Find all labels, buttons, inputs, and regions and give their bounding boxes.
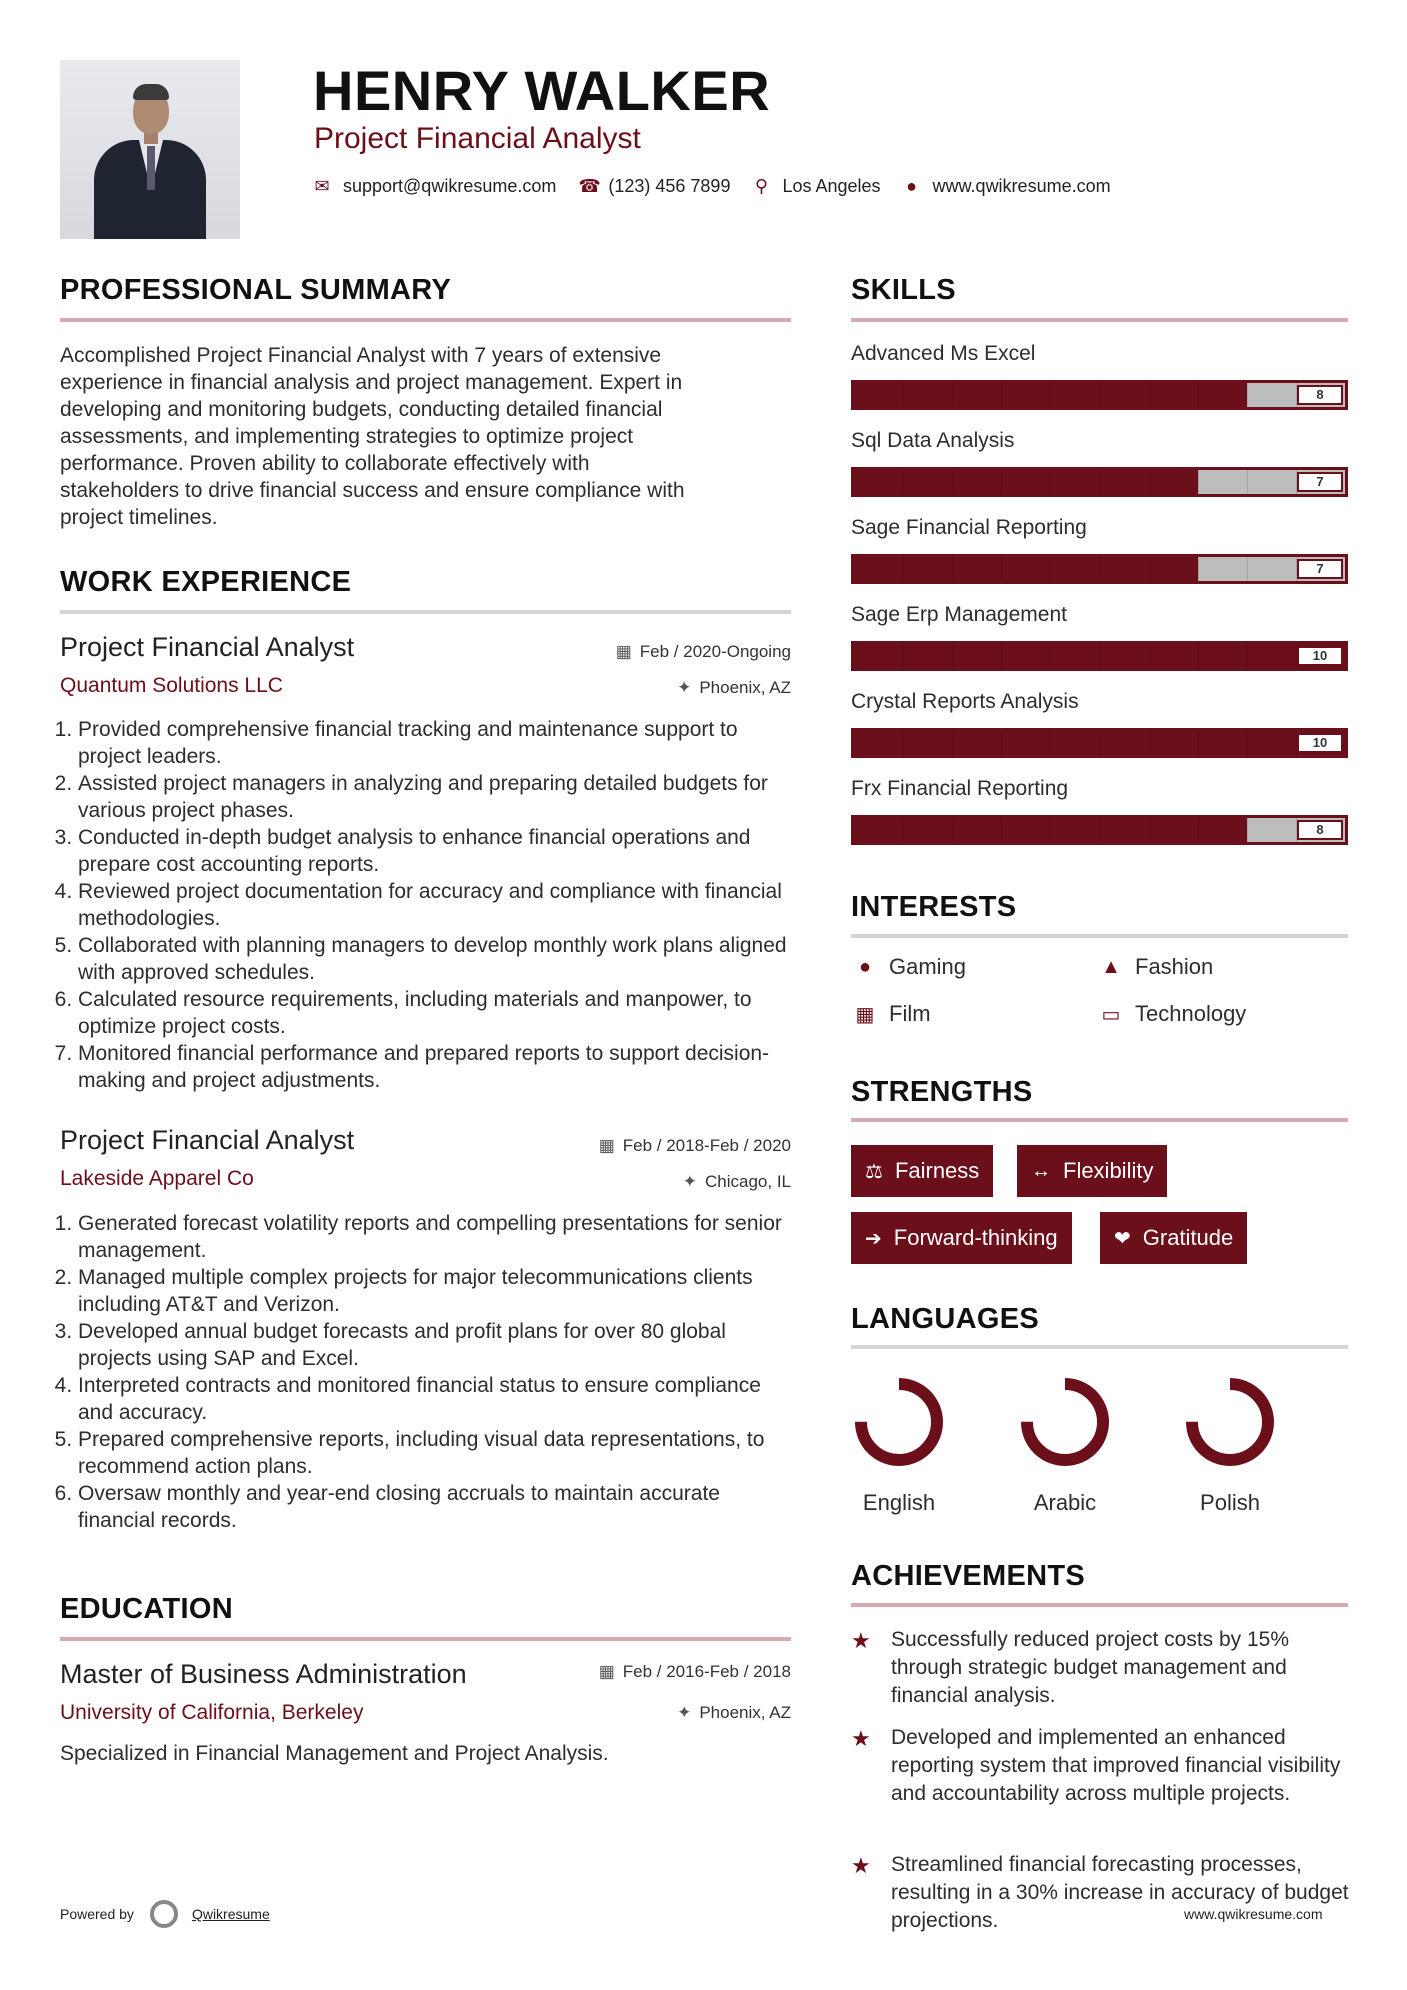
education-heading: EDUCATION: [60, 1593, 233, 1625]
job-company: Quantum Solutions LLC: [60, 674, 283, 697]
degree-title: Master of Business Administration: [60, 1659, 467, 1689]
star-icon: ★: [851, 1853, 871, 1878]
skill-bar-segment: [1001, 557, 1002, 581]
skill-bar-segment: [1050, 557, 1051, 581]
achievement-item: [851, 1724, 1351, 1808]
skill-bar-segment: [1100, 731, 1101, 755]
skill-level: 7: [1297, 559, 1343, 579]
envelope-icon: ✉: [314, 176, 330, 196]
skill-level: 7: [1297, 472, 1343, 492]
skill-bar-segment: [952, 644, 953, 668]
calendar-icon: ▦: [598, 1136, 615, 1155]
skill-bar: [851, 815, 1348, 845]
calendar-icon: ▦: [598, 1662, 615, 1681]
interests-rule: [851, 934, 1348, 938]
skill-bar-segment: [1247, 644, 1248, 668]
school-name: University of California, Berkeley: [60, 1701, 364, 1724]
candidate-name: HENRY WALKER: [313, 59, 771, 122]
skill-level: 10: [1297, 646, 1343, 666]
languages-rule: [851, 1345, 1348, 1349]
job-location: [677, 678, 791, 698]
skill-bar-segment: [903, 644, 904, 668]
arrow-right-icon: ➔: [865, 1227, 882, 1250]
pin-icon: ✦: [682, 1172, 697, 1191]
skill-bar-segment: [1050, 383, 1051, 407]
education-rule: [60, 1637, 791, 1641]
summary-line: project timelines.: [60, 506, 218, 529]
skill-bar-segment: [1001, 383, 1002, 407]
location-text: Los Angeles: [782, 176, 881, 196]
skill-bar-segment: [1001, 470, 1002, 494]
strength-flexibility: [1017, 1145, 1167, 1197]
strengths-heading: STRENGTHS: [851, 1076, 1033, 1108]
languages-heading: LANGUAGES: [851, 1303, 1039, 1335]
achievement-item: [851, 1851, 1351, 1935]
interest-film: [851, 1001, 931, 1027]
skill-bar-fill: [854, 557, 1198, 581]
skill-bar-segment: [1100, 383, 1101, 407]
calendar-icon: ▦: [615, 642, 632, 661]
strength-fairness: [851, 1145, 993, 1197]
summary-line: assessments, and implementing strategies to optimize project: [60, 425, 634, 448]
skill-bar-segment: [903, 731, 904, 755]
skill-bar-segment: [1050, 470, 1051, 494]
language-level-ring: [849, 1372, 949, 1472]
skill-bar-segment: [952, 557, 953, 581]
skill-bar-segment: [1198, 731, 1199, 755]
candidate-role: Project Financial Analyst: [314, 122, 641, 155]
pin-icon: ✦: [677, 1703, 692, 1722]
interest-fashion: [1097, 954, 1213, 980]
footer-site[interactable]: www.qwikresume.com: [1184, 1906, 1323, 1922]
skill-label: Frx Financial Reporting: [851, 777, 1069, 800]
strength-label: Forward-thinking: [893, 1225, 1058, 1250]
list-item: 2. Assisted project managers in analyzing and preparing detailed budgets for various project phases.: [78, 770, 800, 824]
achievement-text: Streamlined financial forecasting processes, resulting in a 30% increase in accuracy of budget projections.: [891, 1853, 1349, 1932]
skill-bar-segment: [1247, 818, 1248, 842]
job-location: [683, 1172, 791, 1192]
contact-bar: [313, 176, 1133, 197]
skill-bar-segment: [952, 818, 953, 842]
job-dates: [599, 1136, 791, 1156]
arrows-horizontal-icon: ↔: [1031, 1159, 1051, 1182]
interests-heading: INTERESTS: [851, 891, 1017, 923]
skill-bar-segment: [1001, 818, 1002, 842]
skill-bar-segment: [1149, 644, 1150, 668]
skill-bar-segment: [1001, 644, 1002, 668]
achievement-text: Successfully reduced project costs by 15% through strategic budget management and financial analysis.: [891, 1628, 1290, 1707]
list-item: 5. Prepared comprehensive reports, including visual data representations, to recommend action plans.: [78, 1426, 800, 1480]
skill-bar-segment: [1149, 818, 1150, 842]
skill-bar: [851, 728, 1348, 758]
skill-bar: [851, 380, 1348, 410]
strength-label: Gratitude: [1142, 1225, 1234, 1250]
language-label: English: [862, 1490, 936, 1515]
balance-scale-icon: ⚖: [865, 1160, 883, 1183]
language-item: [1170, 1372, 1290, 1516]
skill-bar-segment: [952, 470, 953, 494]
laptop-icon: ▭: [1101, 1003, 1121, 1026]
job-dates: [616, 642, 791, 662]
education-location-text: Phoenix, AZ: [699, 1703, 791, 1722]
skill-bar-segment: [1100, 644, 1101, 668]
summary-heading: PROFESSIONAL SUMMARY: [60, 274, 452, 306]
job-location-text: Phoenix, AZ: [699, 678, 791, 697]
summary-line: stakeholders to drive financial success and ensure compliance with: [60, 479, 685, 502]
job-title: Project Financial Analyst: [60, 632, 355, 662]
skill-bar-segment: [903, 383, 904, 407]
map-pin-icon: ⚲: [754, 176, 769, 196]
star-icon: ★: [851, 1726, 871, 1751]
summary-line: developing and monitoring budgets, conducting detailed financial: [60, 398, 663, 421]
skill-bar-segment: [1149, 557, 1150, 581]
skill-bar-segment: [1247, 557, 1248, 581]
experience-heading: WORK EXPERIENCE: [60, 566, 352, 598]
list-item: 6. Calculated resource requirements, including materials and manpower, to optimize project costs.: [78, 986, 800, 1040]
strength-label: Flexibility: [1063, 1158, 1154, 1183]
interest-label: Film: [889, 1001, 931, 1026]
skill-bar-segment: [903, 557, 904, 581]
contact-phone: [578, 176, 730, 197]
skill-bar-segment: [1198, 470, 1199, 494]
skill-level: 8: [1297, 385, 1343, 405]
language-label: Polish: [1200, 1490, 1260, 1515]
achievements-rule: [851, 1603, 1348, 1607]
skill-label: Advanced Ms Excel: [851, 342, 1036, 365]
skill-bar-segment: [1198, 818, 1199, 842]
language-level-arc: [861, 1384, 937, 1460]
skill-bar-segment: [903, 818, 904, 842]
email-text: support@qwikresume.com: [343, 176, 557, 196]
phone-icon: ☎: [578, 176, 601, 196]
skill-label: Crystal Reports Analysis: [851, 690, 1079, 713]
job-bullets: [60, 1210, 800, 1534]
list-item: 1. Generated forecast volatility reports and compelling presentations for senior management.: [78, 1210, 800, 1264]
achievement-text: Developed and implemented an enhanced reporting system that improved financial visibility and accountability across multiple projects.: [891, 1726, 1341, 1805]
list-item: 4. Reviewed project documentation for accuracy and compliance with financial methodologies.: [78, 878, 800, 932]
list-item: 3. Conducted in-depth budget analysis to enhance financial operations and prepare cost accounting reports.: [78, 824, 800, 878]
contact-website[interactable]: [903, 176, 1111, 197]
achievements-heading: ACHIEVEMENTS: [851, 1560, 1086, 1592]
interest-technology: [1097, 1001, 1246, 1027]
skill-bar-segment: [952, 731, 953, 755]
list-item: 4. Interpreted contracts and monitored financial status to ensure compliance and accuracy.: [78, 1372, 800, 1426]
interest-label: Fashion: [1135, 954, 1214, 979]
skill-bar-segment: [1247, 470, 1248, 494]
website-text: www.qwikresume.com: [932, 176, 1111, 196]
profile-photo: [60, 60, 240, 239]
skill-bar-segment: [1247, 731, 1248, 755]
skill-bar: [851, 641, 1348, 671]
strength-gratitude: [1100, 1212, 1247, 1264]
language-item: [1005, 1372, 1125, 1516]
list-item: 5. Collaborated with planning managers to develop monthly work plans aligned with approved schedules.: [78, 932, 800, 986]
list-item: 7. Monitored financial performance and prepared reports to support decision-making and project adjustments.: [78, 1040, 800, 1094]
job-location-text: Chicago, IL: [705, 1172, 791, 1191]
skill-bar: [851, 554, 1348, 584]
summary-rule: [60, 318, 791, 322]
heart-icon: ❤: [1114, 1227, 1131, 1250]
job-title: Project Financial Analyst: [60, 1125, 355, 1155]
skill-level: 10: [1297, 733, 1343, 753]
film-icon: ▦: [855, 1003, 875, 1026]
language-level-arc: [1027, 1384, 1103, 1460]
skill-bar-segment: [952, 383, 953, 407]
language-level-ring: [1180, 1372, 1280, 1472]
shopping-bag-icon: ▲: [1101, 955, 1121, 978]
skill-bar-segment: [1100, 557, 1101, 581]
skill-bar-segment: [1247, 383, 1248, 407]
summary-line: Accomplished Project Financial Analyst with 7 years of extensive: [60, 344, 662, 367]
achievement-item: [851, 1626, 1351, 1710]
globe-icon: ●: [906, 176, 917, 196]
job-bullets: [60, 716, 800, 1094]
summary-line: experience in financial analysis and project management. Expert in: [60, 371, 683, 394]
skills-rule: [851, 318, 1348, 322]
education-dates-text: Feb / 2016-Feb / 2018: [622, 1662, 791, 1681]
skill-bar-segment: [1149, 470, 1150, 494]
contact-location: [752, 176, 880, 197]
interest-gaming: [851, 954, 966, 980]
strength-forward-thinking: [851, 1212, 1072, 1264]
skills-heading: SKILLS: [851, 274, 956, 306]
job-company: Lakeside Apparel Co: [60, 1167, 254, 1190]
skill-bar-segment: [1050, 644, 1051, 668]
experience-rule: [60, 610, 791, 614]
powered-by-text: Powered by: [60, 1906, 134, 1922]
list-item: 3. Developed annual budget forecasts and profit plans for over 80 global projects using SAP and Excel.: [78, 1318, 800, 1372]
skill-bar-segment: [1100, 818, 1101, 842]
education-description: Specialized in Financial Management and Project Analysis.: [60, 1742, 609, 1765]
skill-label: Sage Financial Reporting: [851, 516, 1087, 539]
interest-label: Technology: [1135, 1001, 1247, 1026]
skill-label: Sage Erp Management: [851, 603, 1067, 626]
language-item: [839, 1372, 959, 1516]
skill-bar-segment: [1149, 731, 1150, 755]
qwikresume-logo-icon: [150, 1900, 178, 1928]
footer-branding: [60, 1900, 270, 1928]
language-level-arc: [1192, 1384, 1268, 1460]
list-item: 6. Oversaw monthly and year-end closing accruals to maintain accurate financial records.: [78, 1480, 800, 1534]
skill-bar-segment: [1050, 818, 1051, 842]
pin-icon: ✦: [677, 678, 692, 697]
education-location: [677, 1703, 791, 1723]
skill-bar-segment: [1100, 470, 1101, 494]
summary-line: performance. Proven ability to collaborate effectively with: [60, 452, 590, 475]
gamepad-icon: ●: [858, 955, 872, 978]
language-label: Arabic: [1033, 1490, 1097, 1515]
language-level-ring: [1015, 1372, 1115, 1472]
skill-bar-segment: [903, 470, 904, 494]
skill-label: Sql Data Analysis: [851, 429, 1015, 452]
list-item: 2. Managed multiple complex projects for major telecommunications clients including AT&T and Verizon.: [78, 1264, 800, 1318]
skill-bar-segment: [1001, 731, 1002, 755]
skill-bar-segment: [1198, 383, 1199, 407]
education-dates: [599, 1662, 791, 1682]
interest-label: Gaming: [889, 954, 967, 979]
skill-bar-segment: [1149, 383, 1150, 407]
strengths-rule: [851, 1118, 1348, 1122]
list-item: 1. Provided comprehensive financial tracking and maintenance support to project leaders.: [78, 716, 800, 770]
skill-bar: [851, 467, 1348, 497]
phone-text: (123) 456 7899: [608, 176, 731, 196]
strength-label: Fairness: [894, 1158, 980, 1183]
brand-link[interactable]: Qwikresume: [191, 1906, 270, 1922]
skill-bar-segment: [1198, 557, 1199, 581]
summary-text: [60, 342, 795, 531]
skill-bar-segment: [1050, 731, 1051, 755]
contact-email[interactable]: [313, 176, 556, 197]
skill-bar-segment: [1198, 644, 1199, 668]
star-icon: ★: [851, 1628, 871, 1653]
job-dates-text: Feb / 2018-Feb / 2020: [622, 1136, 791, 1155]
skill-bar-fill: [854, 470, 1198, 494]
skill-level: 8: [1297, 820, 1343, 840]
job-dates-text: Feb / 2020-Ongoing: [639, 642, 791, 661]
